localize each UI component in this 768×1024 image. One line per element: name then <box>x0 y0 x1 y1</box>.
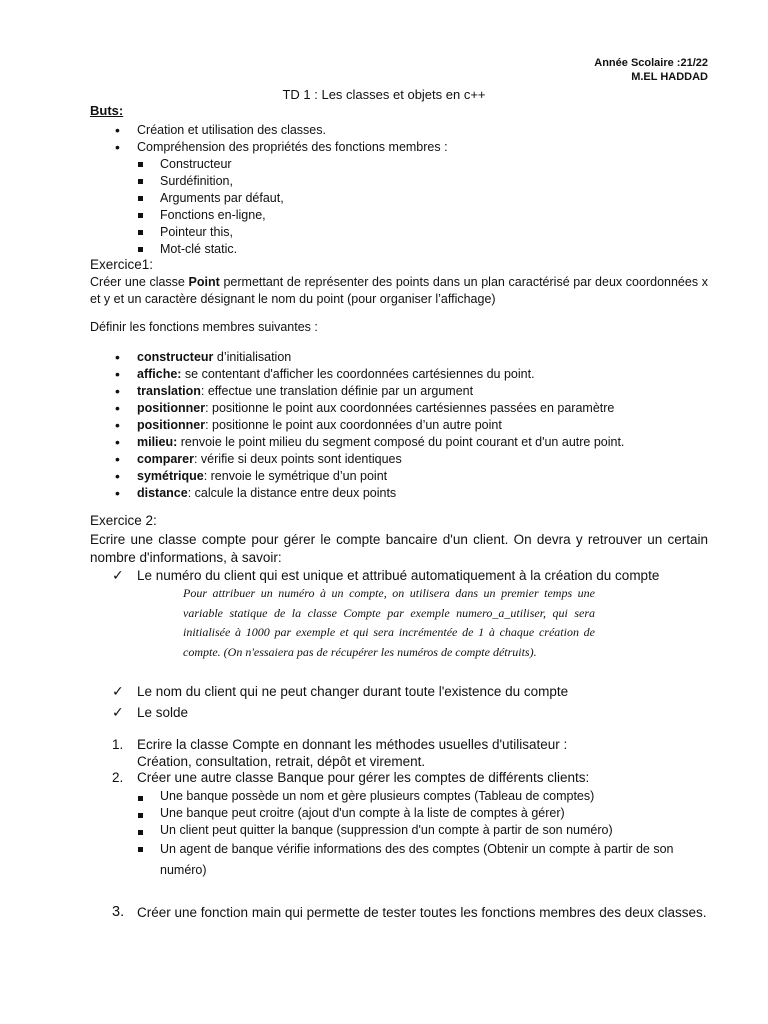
property-item: Mot-clé static. <box>160 241 284 258</box>
header-block <box>594 56 708 84</box>
task-number: 3. <box>112 904 125 920</box>
property-item: Pointeur this, <box>160 224 284 241</box>
account-info-text: Le nom du client qui ne peut changer durant toute l'existence du compte <box>137 684 569 699</box>
method-name: distance <box>137 486 188 500</box>
exercise1-heading: Exercice1: <box>90 257 154 272</box>
member-function-properties-list <box>160 156 284 258</box>
method-name: symétrique <box>137 469 204 483</box>
account-info-item <box>112 682 569 703</box>
account-info-text: Le solde <box>137 705 189 720</box>
exercise2-intro: Ecrire une classe compte pour gérer le compte bancaire d'un client. On devra y retrouver un certain nombre d'informations, à savoir: <box>90 532 708 565</box>
bank-feature-item: Un client peut quitter la banque (suppression d'un compte à partir de son numéro) <box>160 822 708 839</box>
property-item: Constructeur <box>160 156 284 173</box>
school-year: Année Scolaire :21/22 <box>594 57 708 69</box>
task-list <box>90 737 710 787</box>
goals-list <box>137 122 448 156</box>
methods-list <box>137 349 624 502</box>
method-item <box>137 468 624 485</box>
bank-feature-item: Un agent de banque vérifie informations des des comptes (Obtenir un compte à partir de son numéro) <box>160 839 708 881</box>
goals-heading: Buts: <box>90 103 124 118</box>
bank-feature-item: Une banque peut croitre (ajout d'un compte à la liste de comptes à gérer) <box>160 805 708 822</box>
goal-item: • Création et utilisation des classes. <box>137 122 448 139</box>
method-desc: : vérifie si deux points sont identiques <box>193 452 402 466</box>
task-item <box>90 903 710 922</box>
bank-features-list <box>160 788 708 881</box>
static-counter-note: Pour attribuer un numéro à un compte, on utilisera dans un premier temps une variable statique de la classe Compte par exemple numero_a_utiliser, qui sera initialisée à 1000 par exemple et qui sera incrémentée de 1 à chaque création de compte. (On n'essaiera pas de récupérer les numéros de compte détruits). <box>183 586 595 660</box>
checkmark-icon: ✓ <box>112 683 124 699</box>
method-name: comparer <box>137 452 194 466</box>
method-item <box>137 417 624 434</box>
method-desc: : positionne le point aux coordonnées d’un autre point <box>205 418 502 432</box>
property-item: Fonctions en-ligne, <box>160 207 284 224</box>
author-name: M.EL HADDAD <box>631 71 708 83</box>
task-text: Ecrire la classe Compte en donnant les méthodes usuelles d'utilisateur : <box>137 737 568 752</box>
exercise1-intro-after: permettant de représenter des points dans un plan caractérisé par deux coordonnées x et y et un caractère désignant le nom du point (pour organiser l’affichage) <box>90 275 708 306</box>
methods-intro: Définir les fonctions membres suivantes : <box>90 320 318 334</box>
method-desc: renvoie le point milieu du segment composé du point courant et d'un autre point. <box>177 435 625 449</box>
account-info-list-2 <box>112 682 569 722</box>
task-number: 1. <box>112 737 124 752</box>
task-list-final <box>90 903 710 922</box>
bank-feature-item: Une banque possède un nom et gère plusieurs comptes (Tableau de comptes) <box>160 788 708 805</box>
method-desc: : calcule la distance entre deux points <box>187 486 397 500</box>
task-text: Créer une autre classe Banque pour gérer les comptes de différents clients: <box>137 770 590 785</box>
account-info-list-1 <box>112 566 660 585</box>
method-desc: : positionne le point aux coordonnées cartésiennes passées en paramètre <box>205 401 615 415</box>
method-item <box>137 366 624 383</box>
method-name: constructeur <box>137 350 214 364</box>
method-item <box>137 383 624 400</box>
exercise1-class-name: Point <box>188 275 220 289</box>
document-title: TD 1 : Les classes et objets en c++ <box>282 87 486 102</box>
task-number: 2. <box>112 770 124 785</box>
method-item <box>137 451 624 468</box>
task-item <box>90 770 710 787</box>
method-desc: : effectue une translation définie par un argument <box>200 384 474 398</box>
exercise2-heading: Exercice 2: <box>90 513 157 528</box>
method-name: positionner <box>137 401 206 415</box>
method-item <box>137 400 624 417</box>
method-name: positionner <box>137 418 206 432</box>
method-name: milieu: <box>137 435 178 449</box>
method-item <box>137 485 624 502</box>
task-item <box>90 737 710 770</box>
property-item: Surdéfinition, <box>160 173 284 190</box>
exercise1-intro-before: Créer une classe <box>90 275 189 289</box>
exercise1-intro <box>90 274 708 307</box>
method-desc: d’initialisation <box>213 350 292 364</box>
account-info-text: Le numéro du client qui est unique et attribué automatiquement à la création du compte <box>137 568 660 583</box>
method-name: affiche: <box>137 367 182 381</box>
method-name: translation <box>137 384 201 398</box>
method-desc: : renvoie le symétrique d’un point <box>203 469 388 483</box>
checkmark-icon: ✓ <box>112 567 124 583</box>
account-info-item <box>112 566 660 585</box>
task-text-continued: Création, consultation, retrait, dépôt et virement. <box>137 753 426 769</box>
method-item <box>137 434 624 451</box>
goal-item: • Compréhension des propriétés des fonctions membres : <box>137 139 448 156</box>
checkmark-icon: ✓ <box>112 704 124 720</box>
account-info-item <box>112 703 568 722</box>
method-item <box>137 349 624 366</box>
method-desc: se contentant d'afficher les coordonnées cartésiennes du point. <box>181 367 535 381</box>
property-item: Arguments par défaut, <box>160 191 284 205</box>
task-text: Créer une fonction main qui permette de tester toutes les fonctions membres des deux classes. <box>137 905 707 920</box>
